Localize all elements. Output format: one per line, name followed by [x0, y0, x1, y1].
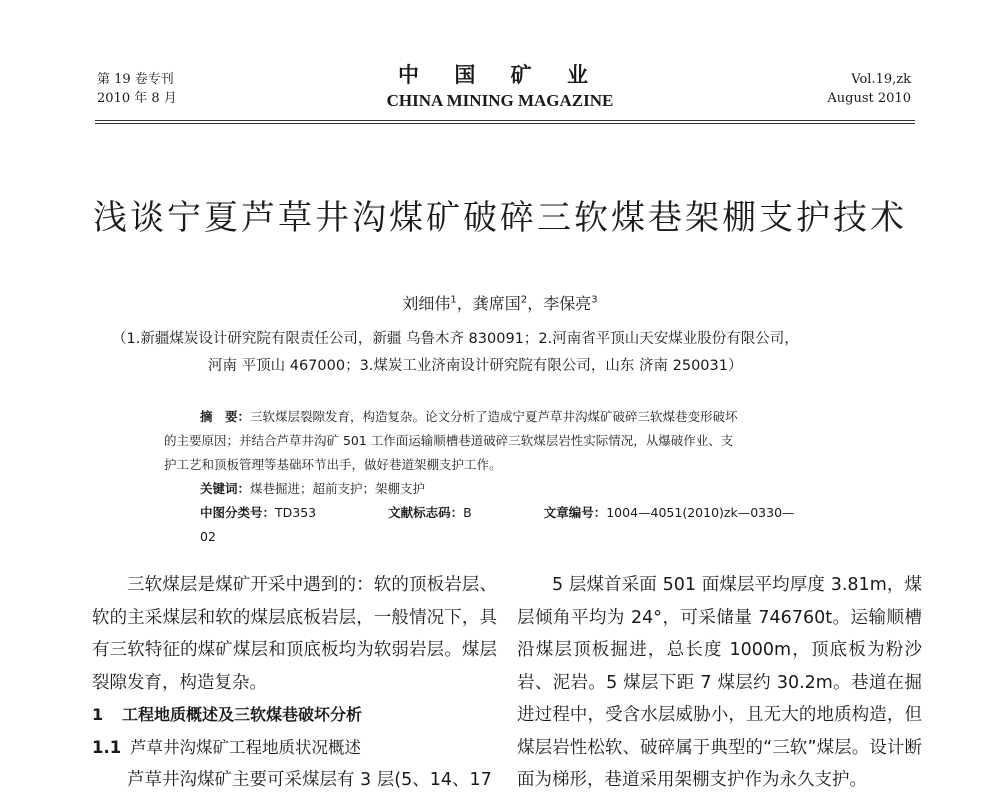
- issue-date-en: August 2010: [827, 91, 911, 106]
- header-rule-bottom: [95, 123, 915, 124]
- section-heading: [92, 699, 497, 732]
- journal-name-cn: 中 国 矿 业: [398, 63, 602, 87]
- affiliation-line: （1.新疆煤炭设计研究院有限责任公司，新疆 乌鲁木齐 830091；2.河南省平顶山天安煤业股份有限公司，: [112, 331, 799, 347]
- author-name: 龚席国: [472, 294, 521, 313]
- abstract-text: 三软煤层裂隙发育，构造复杂。论文分析了造成宁夏芦草井沟煤矿破碎三软煤巷变形破坏: [250, 409, 738, 424]
- header-right: [827, 70, 911, 108]
- author-list: 刘细伟$^1$，龚席国$^2$，李保亮$^3$: [402, 294, 598, 313]
- affiliations: [112, 326, 912, 380]
- doc-code-label: 文献标志码：: [388, 505, 464, 520]
- abstract-text: 的主要原因；并结合芦草井沟矿 501 工作面运输顺槽巷道破碎三软煤层岩性实际情况，从爆破作业、支: [164, 433, 734, 448]
- body-column-right: [517, 569, 922, 797]
- article-number-label: 文章编号：: [543, 505, 607, 520]
- keywords-text: 煤巷掘进；超前支护；架棚支护: [250, 481, 426, 496]
- body-paragraph: 三软煤层是煤矿开采中遇到的：软的顶板岩层、软的主采煤层和软的煤层底板岩层，一般情况下，具有三软特征的煤矿煤层和顶底板均为软弱岩层。煤层裂隙发育，构造复杂。: [92, 575, 497, 693]
- abstract-block: [164, 405, 854, 549]
- author-name: 李保亮: [543, 294, 592, 313]
- clc-value: TD353: [275, 505, 317, 520]
- doc-code-value: B: [463, 505, 472, 520]
- paper-title: 浅谈宁夏芦草井沟煤矿破碎三软煤巷架棚支护技术: [93, 198, 907, 238]
- issue-date: 2010 年 8 月: [97, 91, 177, 106]
- journal-name-en: CHINA MINING MAGAZINE: [386, 91, 614, 110]
- author-name: 刘细伟: [402, 294, 451, 313]
- subsection-title: 芦草井沟煤矿工程地质状况概述: [130, 737, 361, 757]
- keywords-label: 关键词：: [200, 481, 251, 496]
- body-paragraph: 芦草井沟煤矿主要可采煤层有 3 层(5、14、17: [127, 770, 492, 790]
- volume-label: 第 19 卷专刊: [97, 72, 174, 87]
- author-affil-mark: 1: [450, 294, 457, 306]
- body-paragraph: 5 层煤首采面 501 面煤层平均厚度 3.81m，煤层倾角平均为 24°，可采储量 746760t。运输顺槽沿煤层顶板掘进，总长度 1000m，顶底板为粉沙岩、泥岩。5 煤层下距 7 煤层约 30.2m。巷道在掘进过程中，受含水层威胁小，且无大的地质构造，但煤层岩性松软、破碎属于典型的“三软”煤层。设计断面为梯形，巷道采用架棚支护作为永久支护。: [517, 575, 922, 790]
- subsection-number: 1.1: [92, 737, 122, 757]
- section-number: 1: [92, 705, 104, 724]
- author-affil-mark: 3: [591, 294, 598, 306]
- subsection-heading: [92, 732, 497, 765]
- abstract-label: 摘 要：: [200, 409, 251, 424]
- classification-line: [164, 501, 854, 549]
- body-column-left: [92, 569, 497, 794]
- header-rule-top: [95, 120, 915, 121]
- clc-label: 中图分类号：: [200, 505, 276, 520]
- section-title: 工程地质概述及三软煤巷破坏分析: [122, 705, 363, 724]
- author-affil-mark: 2: [520, 294, 528, 306]
- abstract-text: 护工艺和顶板管理等基础环节出手，做好巷道架棚支护工作。: [164, 457, 502, 472]
- affiliation-line: 河南 平顶山 467000；3.煤炭工业济南设计研究院有限公司，山东 济南 250031）: [208, 358, 743, 374]
- article-number-value: 1004—4051(2010)zk—0330—02: [200, 505, 795, 544]
- volume-label-en: Vol.19,zk: [851, 72, 911, 87]
